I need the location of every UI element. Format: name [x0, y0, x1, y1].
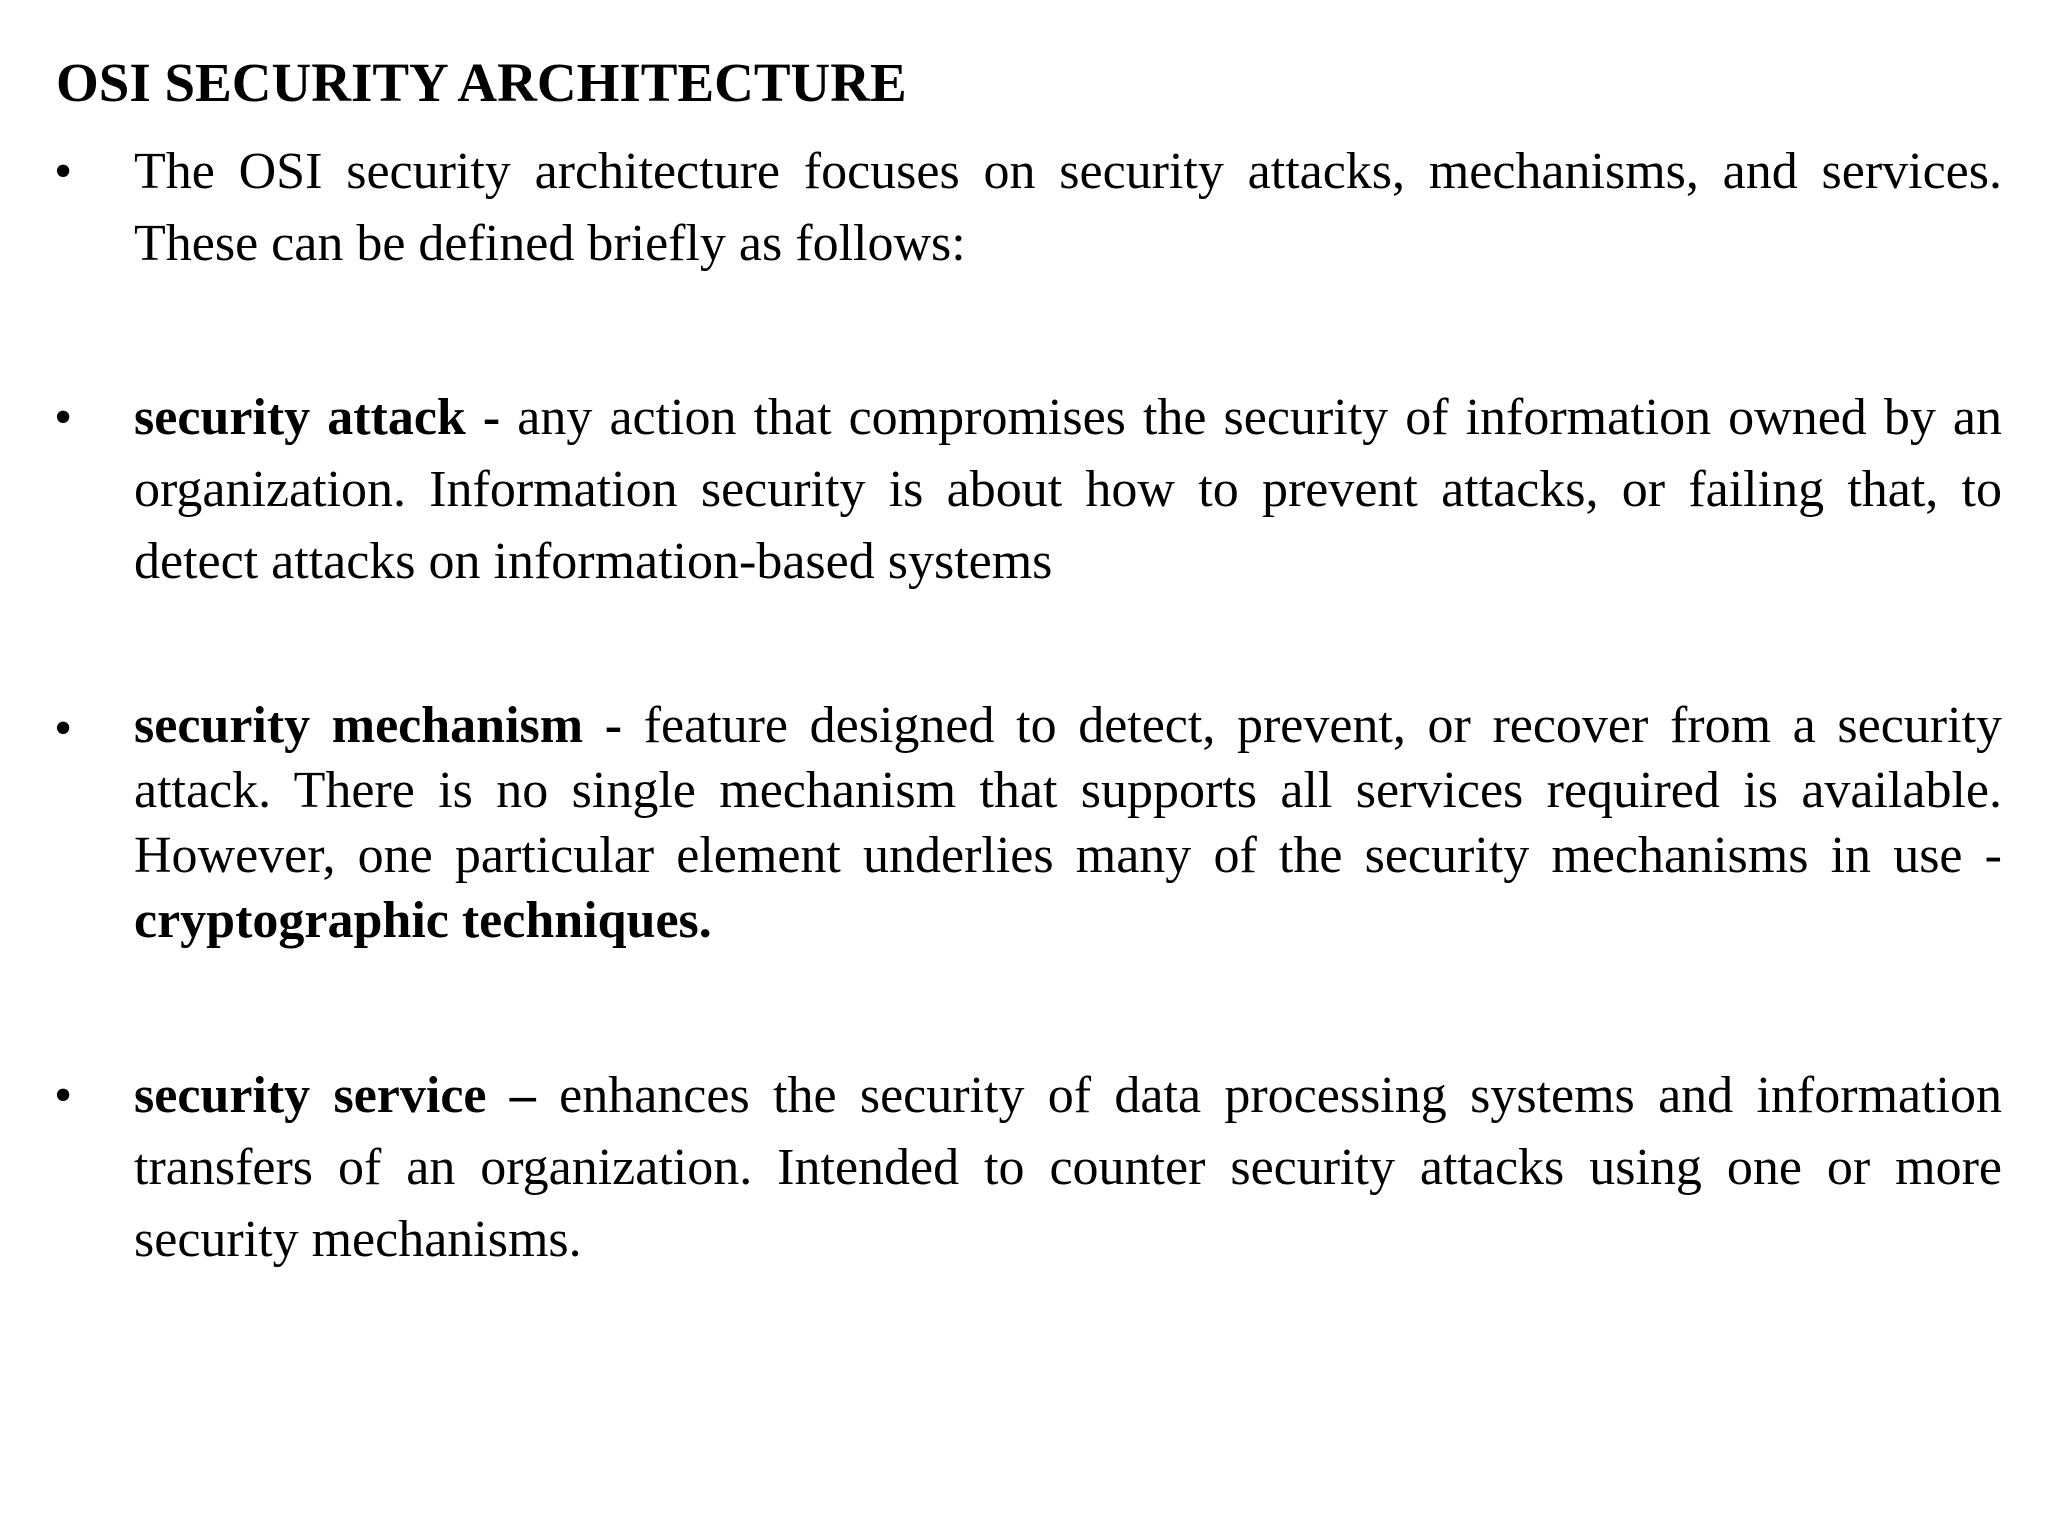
security-mechanism-definition: feature designed to detect, prevent, or recover from a security attack. There is no single mechanism that supports all services required is available. However, one particular element underlies many of the security mechanisms in use - [134, 697, 2002, 884]
page-title: OSI SECURITY ARCHITECTURE [56, 52, 907, 113]
intro-paragraph [134, 136, 2002, 280]
bullet-icon: • [54, 1067, 73, 1124]
security-mechanism-emphasis: cryptographic techniques. [134, 892, 712, 949]
security-attack-term: security attack - [134, 389, 501, 446]
bullet-icon: • [54, 700, 73, 757]
bullet-icon: • [54, 143, 73, 200]
intro-text: The OSI security architecture focuses on security attacks, mechanisms, and services. These can be defined briefly as follows: [134, 143, 2002, 272]
security-attack-definition: any action that compromises the security of information owned by an organization. Information security is about how to prevent attacks, or failing that, to detect attacks on information-based systems [134, 389, 2002, 590]
bullet-icon: • [54, 389, 73, 446]
security-service-term: security service – [134, 1067, 536, 1124]
security-mechanism-term: security mechanism - [134, 697, 623, 754]
security-mechanism-paragraph [134, 693, 2002, 953]
security-service-paragraph [134, 1060, 2002, 1276]
security-attack-paragraph [134, 382, 2002, 598]
security-service-definition: enhances the security of data processing systems and information transfers of an organization. Intended to counter security attacks using one or more security mechanisms. [134, 1067, 2002, 1268]
